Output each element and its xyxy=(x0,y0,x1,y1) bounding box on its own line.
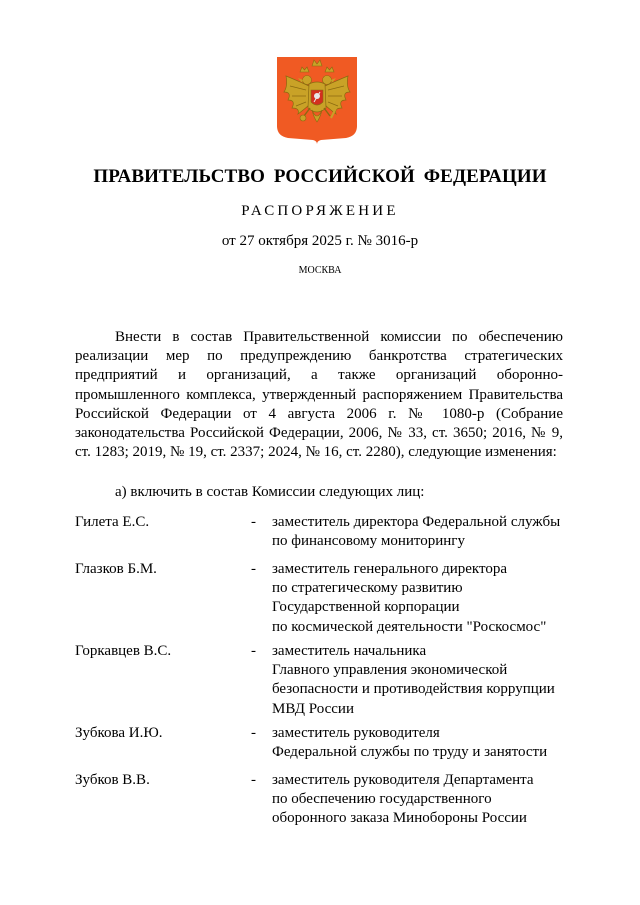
member-position xyxy=(272,724,572,762)
member-position-line: оборонного заказа Минобороны России xyxy=(272,810,527,827)
member-dash: - xyxy=(251,725,256,741)
member-dash: - xyxy=(251,772,256,788)
document-date-number: от 27 октября 2025 г. № 3016-р xyxy=(221,233,419,249)
member-position-line: заместитель генерального директора xyxy=(272,561,508,577)
member-position-line: заместитель руководителя Департамента xyxy=(272,772,534,788)
member-dash: - xyxy=(251,561,256,577)
government-title: ПРАВИТЕЛЬСТВО РОССИЙСКОЙ ФЕДЕРАЦИИ xyxy=(93,166,547,187)
document-city: МОСКВА xyxy=(298,265,342,276)
member-name: Глазков Б.М. xyxy=(75,561,157,577)
member-position-line: по обеспечению государственного xyxy=(272,791,492,808)
document-type: РАСПОРЯЖЕНИЕ xyxy=(241,203,399,219)
member-position-line: по космической деятельности "Роскосмос" xyxy=(272,618,547,635)
member-position xyxy=(272,771,572,829)
member-position-line: Государственной корпорации xyxy=(272,599,460,616)
member-position xyxy=(272,560,572,637)
member-position-line: МВД России xyxy=(272,700,354,717)
member-position-line: безопасности и противодействия коррупции xyxy=(272,681,555,698)
member-name: Зубков В.В. xyxy=(75,772,150,788)
subpoint-a: а) включить в состав Комиссии следующих лиц: xyxy=(115,484,425,500)
coat-of-arms-icon xyxy=(276,56,358,144)
member-position xyxy=(272,513,572,551)
member-position-line: по финансовому мониторингу xyxy=(272,533,465,550)
member-position-line: заместитель директора Федеральной службы xyxy=(272,514,561,530)
member-name: Гилета Е.С. xyxy=(75,514,150,530)
member-position-line: Главного управления экономической xyxy=(272,662,508,679)
member-position xyxy=(272,642,572,719)
member-dash: - xyxy=(251,514,256,530)
member-name: Горкавцев В.С. xyxy=(75,643,172,659)
member-position-line: заместитель начальника xyxy=(272,643,427,659)
member-position-line: по стратегическому развитию xyxy=(272,580,463,597)
member-position-line: Федеральной службы по труду и занятости xyxy=(272,744,548,761)
intro-paragraph: Внести в состав Правительственной комиссии по обеспечению реализации мер по предупреждению банкротства стратегических предприятий и организаций, а также организаций оборонно-промышленного комплекса, утвержденный распоряжением Правительства Российской Федерации от 4 августа 2006 г. № 1080-р (Собрание законодательства Российской Федерации, 2006, № 33, ст. 3650; 2016, № 9, ст. 1283; 2019, № 19, ст. 2337; 2024, № 16, ст. 2280), следующие изменения: xyxy=(75,329,563,461)
member-name: Зубкова И.Ю. xyxy=(75,725,163,741)
member-position-line: заместитель руководителя xyxy=(272,725,440,741)
member-dash: - xyxy=(251,643,256,659)
